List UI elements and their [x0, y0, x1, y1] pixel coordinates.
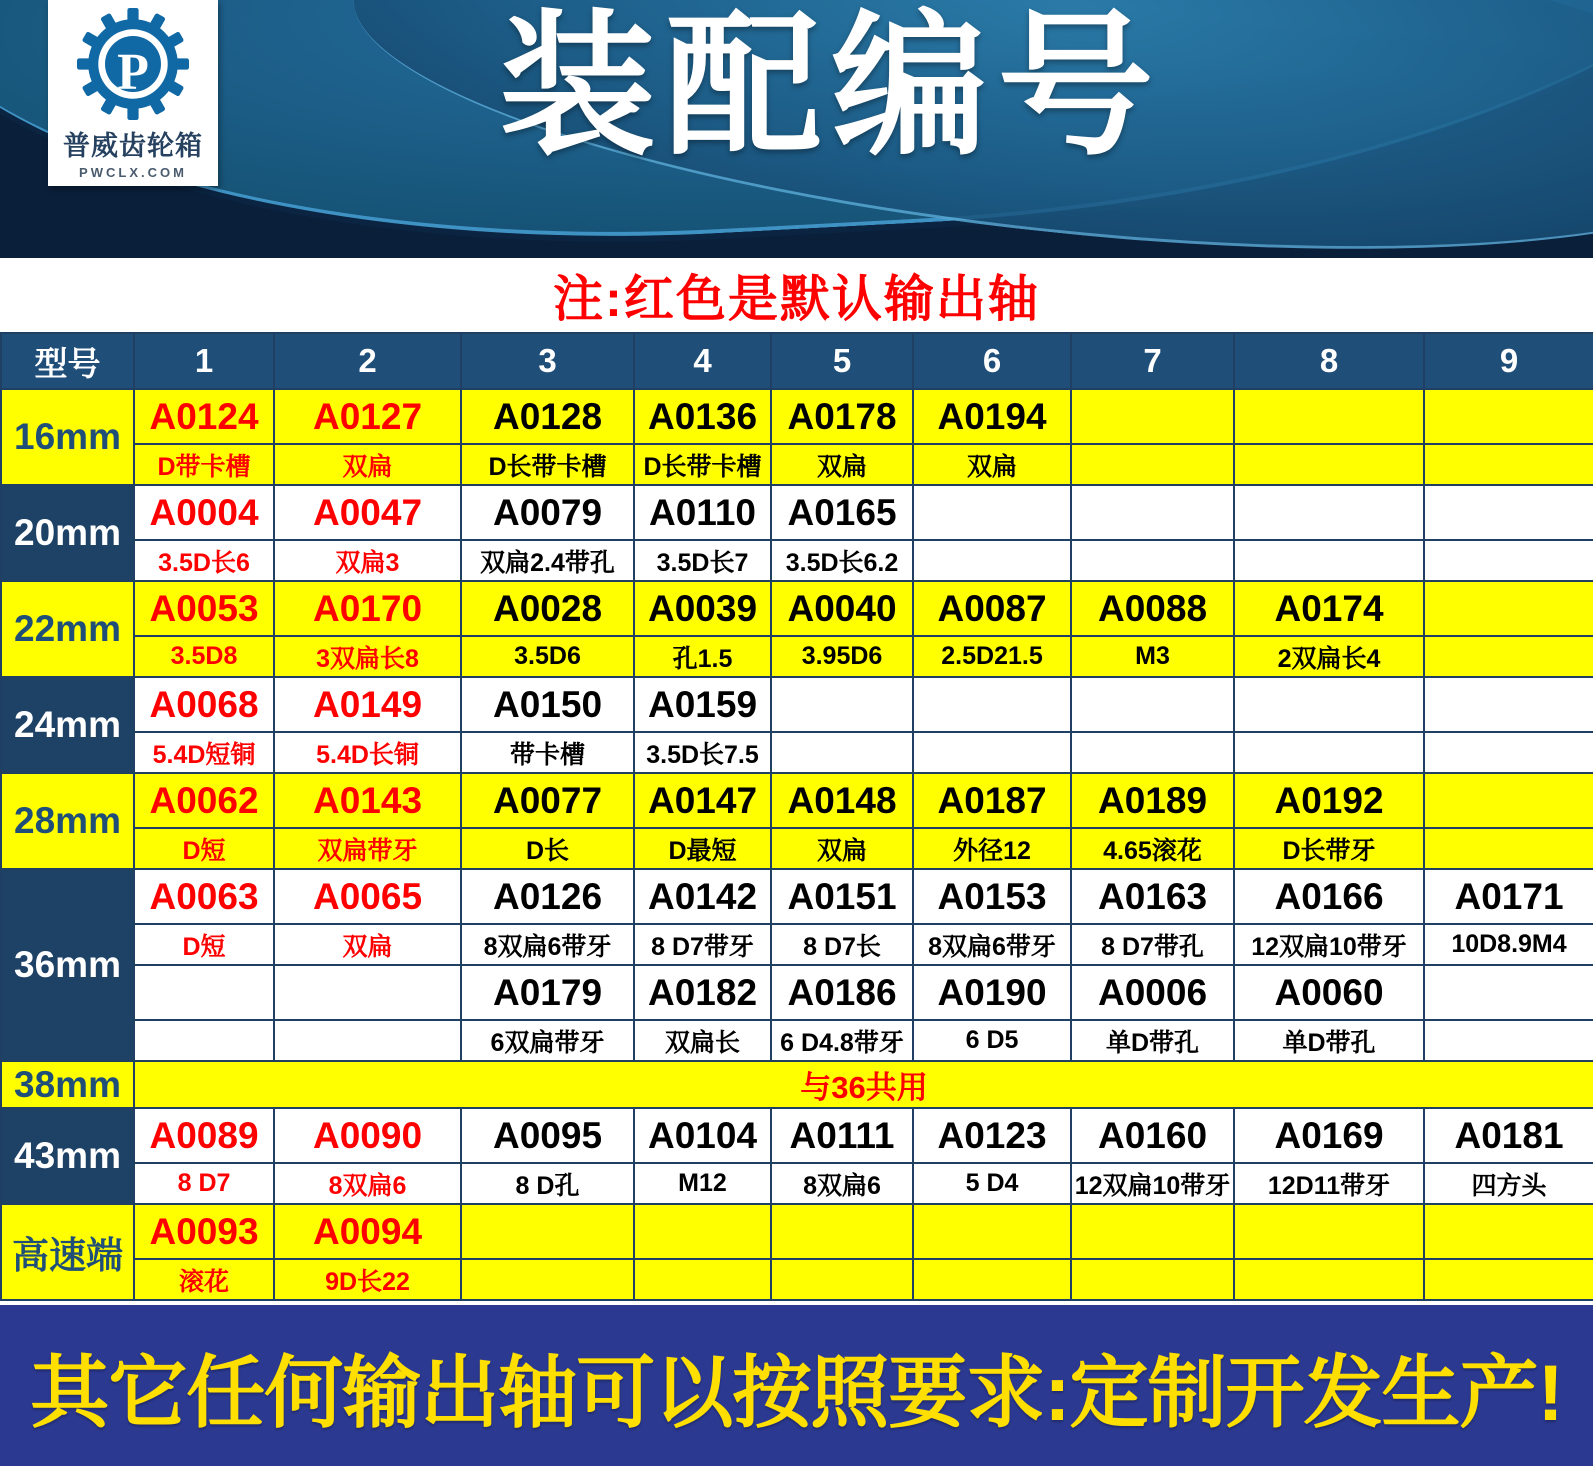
part-code-cell: A0065: [274, 869, 461, 924]
part-desc-cell: D长带卡槽: [461, 444, 634, 485]
part-desc-cell: [1071, 540, 1234, 581]
size-label: 24mm: [1, 677, 134, 773]
part-code-cell: [1424, 581, 1593, 636]
part-code-cell: A0062: [134, 773, 274, 828]
table-row: [1, 773, 1593, 828]
part-desc-cell: [1071, 444, 1234, 485]
table-row: [1, 389, 1593, 444]
size-label: 20mm: [1, 485, 134, 581]
part-desc-cell: 3.5D6: [461, 636, 634, 677]
size-label: 38mm: [1, 1061, 134, 1108]
column-header: 5: [771, 333, 913, 389]
part-code-cell: [913, 1204, 1071, 1259]
part-desc-cell: [771, 1259, 913, 1300]
part-code-cell: A0047: [274, 485, 461, 540]
part-code-cell: A0143: [274, 773, 461, 828]
part-code-cell: [1424, 965, 1593, 1020]
table-row: [1, 444, 1593, 485]
shared-note-cell: 与36共用: [134, 1061, 1593, 1108]
table-row: [1, 1020, 1593, 1061]
table-row: [1, 965, 1593, 1020]
size-label: 28mm: [1, 773, 134, 869]
part-code-cell: A0165: [771, 485, 913, 540]
part-code-cell: A0088: [1071, 581, 1234, 636]
header-banner: [0, 0, 1593, 258]
part-code-cell: A0186: [771, 965, 913, 1020]
table-row: [1, 485, 1593, 540]
part-code-cell: A0148: [771, 773, 913, 828]
part-code-cell: A0111: [771, 1108, 913, 1163]
part-code-cell: A0053: [134, 581, 274, 636]
part-desc-cell: [913, 732, 1071, 773]
part-desc-cell: 8 D7带牙: [634, 924, 771, 965]
part-code-cell: A0166: [1234, 869, 1424, 924]
part-desc-cell: [461, 1259, 634, 1300]
part-code-cell: A0151: [771, 869, 913, 924]
part-desc-cell: 5.4D短铜: [134, 732, 274, 773]
part-desc-cell: M12: [634, 1163, 771, 1204]
part-desc-cell: [1234, 444, 1424, 485]
part-code-cell: A0090: [274, 1108, 461, 1163]
part-desc-cell: 双扁长: [634, 1020, 771, 1061]
part-code-cell: A0153: [913, 869, 1071, 924]
logo-site: PWCLX.COM: [79, 165, 187, 180]
part-code-cell: A0095: [461, 1108, 634, 1163]
part-desc-cell: 双扁2.4带孔: [461, 540, 634, 581]
part-code-cell: [1234, 485, 1424, 540]
part-code-cell: A0170: [274, 581, 461, 636]
part-code-cell: [913, 485, 1071, 540]
part-code-cell: [1234, 677, 1424, 732]
part-desc-cell: [1234, 732, 1424, 773]
part-desc-cell: 双扁: [771, 828, 913, 869]
part-code-cell: [771, 1204, 913, 1259]
part-desc-cell: 带卡槽: [461, 732, 634, 773]
part-code-cell: A0126: [461, 869, 634, 924]
part-code-cell: [1424, 1204, 1593, 1259]
part-desc-cell: 双扁: [274, 924, 461, 965]
table-row: [1, 636, 1593, 677]
part-desc-cell: D最短: [634, 828, 771, 869]
column-header: 9: [1424, 333, 1593, 389]
part-code-cell: A0124: [134, 389, 274, 444]
part-desc-cell: 3.5D8: [134, 636, 274, 677]
column-header: 1: [134, 333, 274, 389]
part-code-cell: [1424, 485, 1593, 540]
part-code-cell: A0182: [634, 965, 771, 1020]
part-desc-cell: 滚花: [134, 1259, 274, 1300]
note-bar: [0, 258, 1593, 332]
part-desc-cell: 2双扁长4: [1234, 636, 1424, 677]
part-desc-cell: D长: [461, 828, 634, 869]
part-code-cell: [634, 1204, 771, 1259]
table-row: [1, 677, 1593, 732]
column-header: 6: [913, 333, 1071, 389]
column-header: 8: [1234, 333, 1424, 389]
part-desc-cell: 双扁带牙: [274, 828, 461, 869]
part-desc-cell: [1424, 828, 1593, 869]
part-desc-cell: [1424, 1259, 1593, 1300]
part-code-cell: A0171: [1424, 869, 1593, 924]
part-code-cell: A0136: [634, 389, 771, 444]
part-desc-cell: 5.4D长铜: [274, 732, 461, 773]
part-desc-cell: [1234, 540, 1424, 581]
part-desc-cell: 6 D4.8带牙: [771, 1020, 913, 1061]
part-desc-cell: [913, 1259, 1071, 1300]
part-code-cell: [1071, 1204, 1234, 1259]
part-desc-cell: [1424, 1020, 1593, 1061]
part-desc-cell: 3.5D长6: [134, 540, 274, 581]
part-desc-cell: 12双扁10带牙: [1234, 924, 1424, 965]
part-desc-cell: [274, 1020, 461, 1061]
part-desc-cell: 6 D5: [913, 1020, 1071, 1061]
assembly-table-body: [1, 389, 1593, 1300]
part-desc-cell: 双扁: [274, 444, 461, 485]
logo-monogram: P: [117, 43, 149, 101]
size-label: 22mm: [1, 581, 134, 677]
table-row: [1, 1163, 1593, 1204]
part-code-cell: [1071, 485, 1234, 540]
part-desc-cell: [134, 1020, 274, 1061]
footer-banner: [0, 1305, 1593, 1466]
part-desc-cell: 双扁: [913, 444, 1071, 485]
part-desc-cell: 8 D7长: [771, 924, 913, 965]
table-row: [1, 1204, 1593, 1259]
part-desc-cell: 8双扁6: [274, 1163, 461, 1204]
part-code-cell: A0004: [134, 485, 274, 540]
size-label: 43mm: [1, 1108, 134, 1204]
part-code-cell: A0179: [461, 965, 634, 1020]
part-desc-cell: 单D带孔: [1234, 1020, 1424, 1061]
part-desc-cell: 3双扁长8: [274, 636, 461, 677]
page-title: 装配编号: [499, 0, 1164, 174]
column-header: 2: [274, 333, 461, 389]
part-desc-cell: 双扁3: [274, 540, 461, 581]
part-desc-cell: [1234, 1259, 1424, 1300]
part-desc-cell: D长带牙: [1234, 828, 1424, 869]
column-header: 型号: [1, 333, 134, 389]
part-desc-cell: 3.5D长7.5: [634, 732, 771, 773]
part-desc-cell: 12双扁10带牙: [1071, 1163, 1234, 1204]
table-header: [1, 333, 1593, 389]
part-desc-cell: 8 D7: [134, 1163, 274, 1204]
part-code-cell: [461, 1204, 634, 1259]
assembly-table: [0, 332, 1593, 1301]
part-desc-cell: [771, 732, 913, 773]
note-text: 注:红色是默认输出轴: [553, 271, 1040, 327]
size-label: 16mm: [1, 389, 134, 485]
part-code-cell: A0163: [1071, 869, 1234, 924]
gear-logo-icon: [77, 8, 189, 120]
part-code-cell: A0068: [134, 677, 274, 732]
part-desc-cell: [1424, 540, 1593, 581]
part-desc-cell: [634, 1259, 771, 1300]
part-code-cell: A0079: [461, 485, 634, 540]
part-code-cell: A0094: [274, 1204, 461, 1259]
logo: [48, 0, 218, 186]
part-desc-cell: 3.5D长7: [634, 540, 771, 581]
part-desc-cell: D短: [134, 828, 274, 869]
part-code-cell: [1071, 389, 1234, 444]
logo-name: 普威齿轮箱: [63, 131, 203, 161]
part-code-cell: A0028: [461, 581, 634, 636]
part-code-cell: A0159: [634, 677, 771, 732]
part-code-cell: A0147: [634, 773, 771, 828]
part-code-cell: A0181: [1424, 1108, 1593, 1163]
part-code-cell: A0128: [461, 389, 634, 444]
part-desc-cell: D长带卡槽: [634, 444, 771, 485]
part-code-cell: [1424, 677, 1593, 732]
table-row: [1, 924, 1593, 965]
table-row: [1, 732, 1593, 773]
part-desc-cell: 四方头: [1424, 1163, 1593, 1204]
part-code-cell: A0187: [913, 773, 1071, 828]
table-row: [1, 1108, 1593, 1163]
part-code-cell: A0194: [913, 389, 1071, 444]
banner-text: 其它任何输出轴可以按照要求:定制开发生产!: [30, 1347, 1563, 1437]
part-code-cell: A0077: [461, 773, 634, 828]
part-code-cell: A0150: [461, 677, 634, 732]
size-label: 高速端: [1, 1204, 134, 1300]
table-row: [1, 1259, 1593, 1300]
part-desc-cell: [1071, 732, 1234, 773]
part-desc-cell: 12D11带牙: [1234, 1163, 1424, 1204]
part-desc-cell: [1424, 732, 1593, 773]
part-desc-cell: 3.5D长6.2: [771, 540, 913, 581]
part-desc-cell: 8 D7带孔: [1071, 924, 1234, 965]
part-code-cell: A0149: [274, 677, 461, 732]
part-code-cell: A0110: [634, 485, 771, 540]
part-desc-cell: 外径12: [913, 828, 1071, 869]
part-desc-cell: 4.65滚花: [1071, 828, 1234, 869]
part-desc-cell: [1424, 636, 1593, 677]
size-label: 36mm: [1, 869, 134, 1061]
part-code-cell: [1071, 677, 1234, 732]
part-desc-cell: 单D带孔: [1071, 1020, 1234, 1061]
part-desc-cell: D短: [134, 924, 274, 965]
part-code-cell: [1234, 389, 1424, 444]
table-row: [1, 1061, 1593, 1108]
part-desc-cell: 2.5D21.5: [913, 636, 1071, 677]
part-code-cell: [134, 965, 274, 1020]
part-code-cell: A0178: [771, 389, 913, 444]
part-code-cell: A0169: [1234, 1108, 1424, 1163]
part-code-cell: [771, 677, 913, 732]
part-code-cell: [913, 677, 1071, 732]
part-code-cell: A0087: [913, 581, 1071, 636]
part-desc-cell: D带卡槽: [134, 444, 274, 485]
part-code-cell: A0189: [1071, 773, 1234, 828]
column-header: 3: [461, 333, 634, 389]
part-code-cell: [274, 965, 461, 1020]
part-code-cell: A0142: [634, 869, 771, 924]
part-code-cell: A0006: [1071, 965, 1234, 1020]
part-code-cell: [1424, 773, 1593, 828]
part-code-cell: A0104: [634, 1108, 771, 1163]
part-desc-cell: 孔1.5: [634, 636, 771, 677]
part-code-cell: A0192: [1234, 773, 1424, 828]
part-code-cell: A0093: [134, 1204, 274, 1259]
part-desc-cell: [1424, 444, 1593, 485]
table-row: [1, 869, 1593, 924]
table-header-row: [1, 333, 1593, 389]
part-code-cell: [1424, 389, 1593, 444]
column-header: 4: [634, 333, 771, 389]
table-row: [1, 828, 1593, 869]
part-code-cell: A0190: [913, 965, 1071, 1020]
part-desc-cell: 9D长22: [274, 1259, 461, 1300]
part-desc-cell: 3.95D6: [771, 636, 913, 677]
part-code-cell: A0174: [1234, 581, 1424, 636]
part-desc-cell: [913, 540, 1071, 581]
part-desc-cell: 8 D孔: [461, 1163, 634, 1204]
table-row: [1, 581, 1593, 636]
part-desc-cell: 10D8.9M4: [1424, 924, 1593, 965]
column-header: 7: [1071, 333, 1234, 389]
part-code-cell: A0040: [771, 581, 913, 636]
part-code-cell: A0127: [274, 389, 461, 444]
part-desc-cell: 8双扁6: [771, 1163, 913, 1204]
part-desc-cell: 5 D4: [913, 1163, 1071, 1204]
part-code-cell: [1234, 1204, 1424, 1259]
table-row: [1, 540, 1593, 581]
part-desc-cell: 6双扁带牙: [461, 1020, 634, 1061]
part-code-cell: A0089: [134, 1108, 274, 1163]
part-code-cell: A0039: [634, 581, 771, 636]
part-desc-cell: 8双扁6带牙: [461, 924, 634, 965]
part-desc-cell: 双扁: [771, 444, 913, 485]
part-code-cell: A0123: [913, 1108, 1071, 1163]
part-desc-cell: M3: [1071, 636, 1234, 677]
part-code-cell: A0063: [134, 869, 274, 924]
part-code-cell: A0060: [1234, 965, 1424, 1020]
part-desc-cell: [1071, 1259, 1234, 1300]
part-code-cell: A0160: [1071, 1108, 1234, 1163]
part-desc-cell: 8双扁6带牙: [913, 924, 1071, 965]
